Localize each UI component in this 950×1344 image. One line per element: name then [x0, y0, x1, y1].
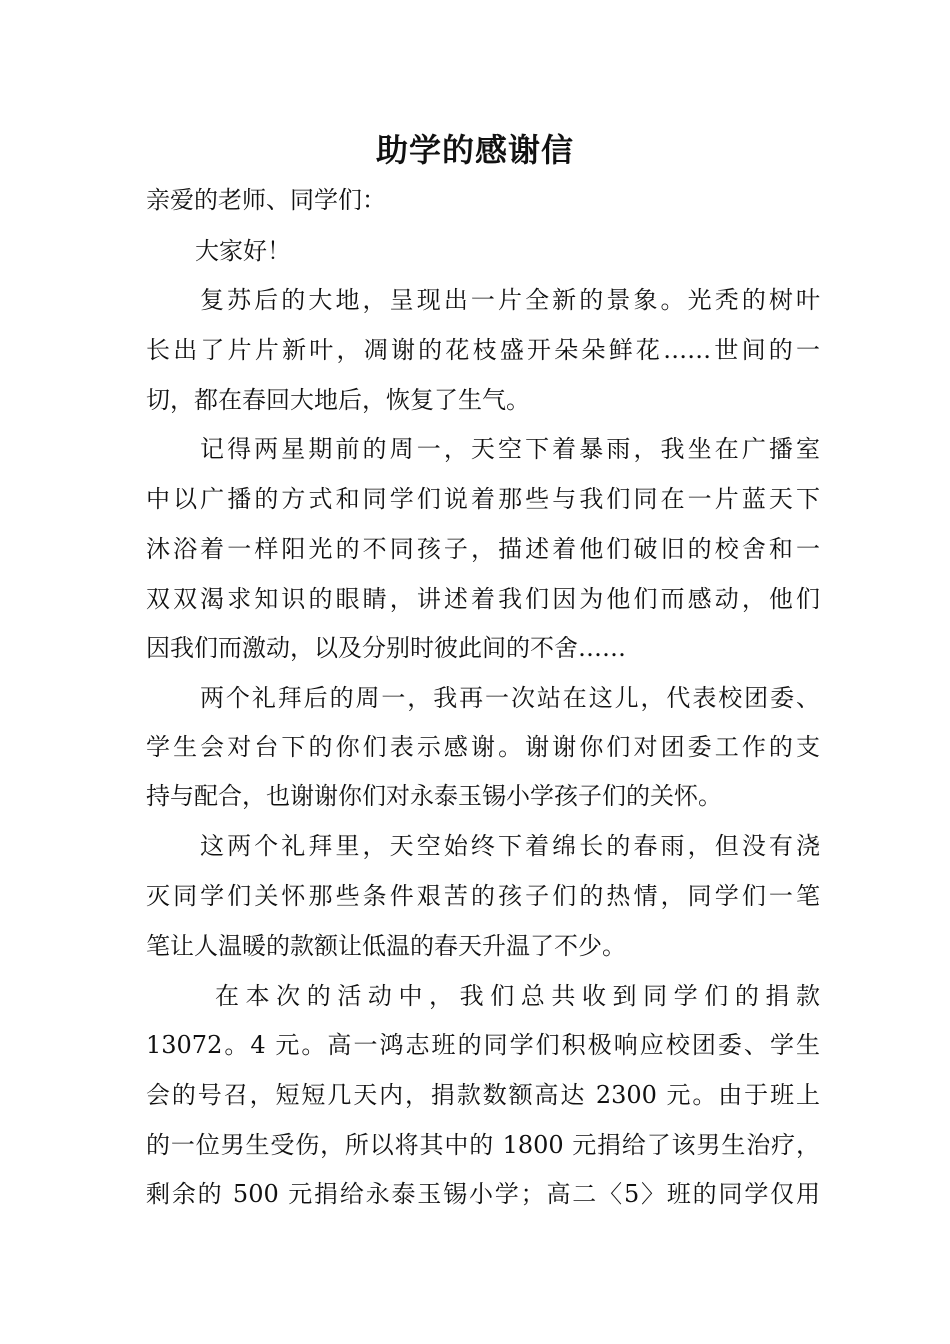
- salutation: 亲爱的老师、同学们：: [146, 186, 386, 214]
- paragraph-line: 两个礼拜后的周一，我再一次站在这儿，代表校团委、: [200, 684, 820, 712]
- document-title: 助学的感谢信: [375, 131, 574, 169]
- paragraph-line: 长出了片片新叶，凋谢的花枝盛开朵朵鲜花……世间的一: [146, 336, 820, 364]
- paragraph-line: 切，都在春回大地后，恢复了生气。: [146, 386, 530, 414]
- paragraph-line: 因我们而激动，以及分别时彼此间的不舍……: [146, 634, 626, 662]
- paragraph-line: 这两个礼拜里，天空始终下着绵长的春雨，但没有浇: [200, 832, 820, 860]
- paragraph-line: 沐浴着一样阳光的不同孩子，描述着他们破旧的校舍和一: [146, 535, 820, 563]
- paragraph-line: 学生会对台下的你们表示感谢。谢谢你们对团委工作的支: [146, 733, 820, 761]
- paragraph-line: 持与配合，也谢谢你们对永泰玉锡小学孩子们的关怀。: [146, 782, 722, 810]
- paragraph-line: 的一位男生受伤，所以将其中的 1800 元捐给了该男生治疗，: [146, 1131, 820, 1159]
- paragraph-line: 剩余的 500 元捐给永泰玉锡小学；高二〈5〉班的同学仅用: [146, 1180, 820, 1208]
- paragraph-line: 中以广播的方式和同学们说着那些与我们同在一片蓝天下: [146, 485, 820, 513]
- paragraph-line: 会的号召，短短几天内，捐款数额高达 2300 元。由于班上: [146, 1081, 820, 1109]
- paragraph-line: 复苏后的大地，呈现出一片全新的景象。光秃的树叶: [200, 286, 820, 314]
- paragraph-line: 在本次的活动中，我们总共收到同学们的捐款: [215, 982, 820, 1010]
- paragraph-line: 笔让人温暖的款额让低温的春天升温了不少。: [146, 932, 626, 960]
- greeting: 大家好！: [195, 237, 291, 265]
- paragraph-line: 双双渴求知识的眼睛，讲述着我们因为他们而感动，他们: [146, 585, 820, 613]
- paragraph-line: 灭同学们关怀那些条件艰苦的孩子们的热情，同学们一笔: [146, 882, 820, 910]
- paragraph-line: 13072。4 元。高一鸿志班的同学们积极响应校团委、学生: [146, 1031, 820, 1059]
- paragraph-line: 记得两星期前的周一，天空下着暴雨，我坐在广播室: [200, 435, 820, 463]
